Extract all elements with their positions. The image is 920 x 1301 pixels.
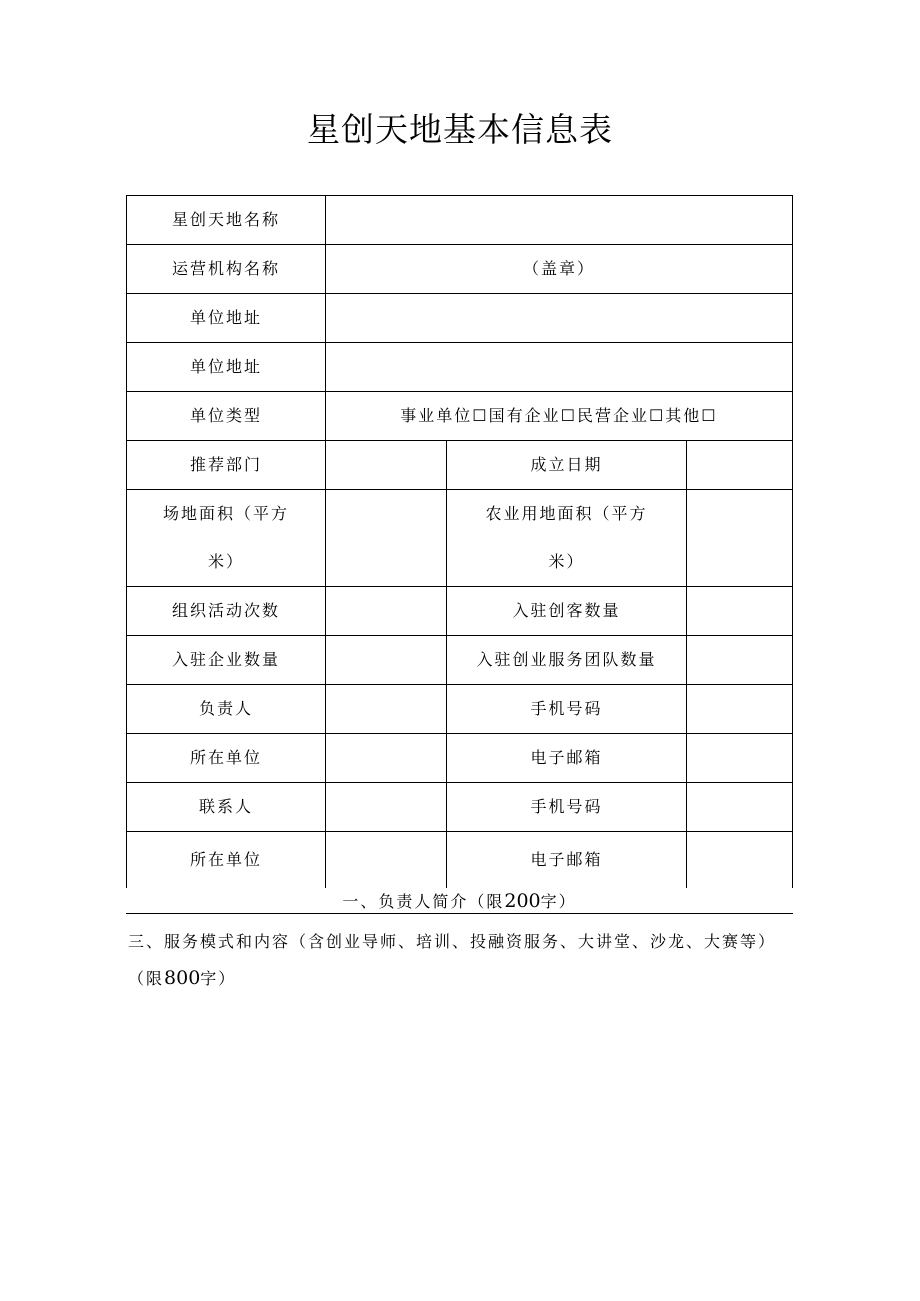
section3-limit: 800 bbox=[164, 967, 201, 989]
contact-phone-label: 手机号码 bbox=[447, 783, 686, 832]
site-area-label bbox=[127, 490, 326, 587]
table-row bbox=[127, 832, 793, 889]
intro-limit: 200 bbox=[504, 890, 541, 912]
maker-count-label: 入驻创客数量 bbox=[447, 587, 686, 636]
section3-suffix: 字） bbox=[200, 969, 237, 988]
site-area-label-line1: 场地面积（平方 bbox=[162, 504, 289, 523]
seal-note: （盖章） bbox=[522, 259, 595, 278]
agri-area-label-line2: 米） bbox=[548, 552, 585, 571]
contact-phone-field[interactable] bbox=[686, 783, 793, 832]
enterprise-count-field[interactable] bbox=[325, 636, 447, 685]
name-field[interactable] bbox=[325, 196, 792, 245]
address-field[interactable] bbox=[325, 294, 792, 343]
activity-count-label: 组织活动次数 bbox=[127, 587, 326, 636]
leader-phone-field[interactable] bbox=[686, 685, 793, 734]
leader-unit-label: 所在单位 bbox=[127, 734, 326, 783]
table-row bbox=[127, 294, 793, 343]
info-form-table bbox=[126, 195, 793, 888]
contact-email-label: 电子邮箱 bbox=[447, 832, 686, 889]
agri-area-label bbox=[447, 490, 686, 587]
table-row bbox=[127, 196, 793, 245]
leader-intro-heading bbox=[126, 889, 793, 914]
service-team-count-label: 入驻创业服务团队数量 bbox=[447, 636, 686, 685]
address-label: 单位地址 bbox=[127, 343, 326, 392]
address-field[interactable] bbox=[325, 343, 792, 392]
unit-type-label: 单位类型 bbox=[127, 392, 326, 441]
address-label: 单位地址 bbox=[127, 294, 326, 343]
activity-count-field[interactable] bbox=[325, 587, 447, 636]
table-row bbox=[127, 636, 793, 685]
contact-email-field[interactable] bbox=[686, 832, 793, 889]
contact-unit-field[interactable] bbox=[325, 832, 447, 889]
name-label: 星创天地名称 bbox=[127, 196, 326, 245]
site-area-label-line2: 米） bbox=[207, 552, 244, 571]
site-area-field[interactable] bbox=[325, 490, 447, 587]
recommend-dept-field[interactable] bbox=[325, 441, 447, 490]
section3-text: 三、服务模式和内容（含创业导师、培训、投融资服务、大讲堂、沙龙、大赛等）（限 bbox=[128, 932, 769, 988]
unit-type-options[interactable]: 事业单位☐国有企业☐民营企业☐其他☐ bbox=[325, 392, 792, 441]
agri-area-field[interactable] bbox=[686, 490, 793, 587]
agri-area-label-line1: 农业用地面积（平方 bbox=[485, 504, 648, 523]
operator-label: 运营机构名称 bbox=[127, 245, 326, 294]
table-row bbox=[127, 587, 793, 636]
service-mode-heading bbox=[128, 924, 768, 997]
table-row bbox=[127, 343, 793, 392]
enterprise-count-label: 入驻企业数量 bbox=[127, 636, 326, 685]
leader-field[interactable] bbox=[325, 685, 447, 734]
table-row bbox=[127, 783, 793, 832]
leader-email-field[interactable] bbox=[686, 734, 793, 783]
table-row bbox=[127, 245, 793, 294]
service-team-count-field[interactable] bbox=[686, 636, 793, 685]
leader-label: 负责人 bbox=[127, 685, 326, 734]
table-row bbox=[127, 734, 793, 783]
maker-count-field[interactable] bbox=[686, 587, 793, 636]
table-row bbox=[127, 490, 793, 587]
leader-phone-label: 手机号码 bbox=[447, 685, 686, 734]
table-row bbox=[127, 685, 793, 734]
table-row bbox=[127, 392, 793, 441]
contact-field[interactable] bbox=[325, 783, 447, 832]
contact-label: 联系人 bbox=[127, 783, 326, 832]
intro-prefix: 一、负责人简介（限 bbox=[342, 892, 505, 911]
operator-field[interactable] bbox=[325, 245, 792, 294]
leader-unit-field[interactable] bbox=[325, 734, 447, 783]
recommend-dept-label: 推荐部门 bbox=[127, 441, 326, 490]
table-row bbox=[127, 441, 793, 490]
intro-suffix: 字） bbox=[540, 892, 577, 911]
founded-date-label: 成立日期 bbox=[447, 441, 686, 490]
contact-unit-label: 所在单位 bbox=[127, 832, 326, 889]
page-title: 星创天地基本信息表 bbox=[307, 110, 613, 149]
founded-date-field[interactable] bbox=[686, 441, 793, 490]
leader-email-label: 电子邮箱 bbox=[447, 734, 686, 783]
